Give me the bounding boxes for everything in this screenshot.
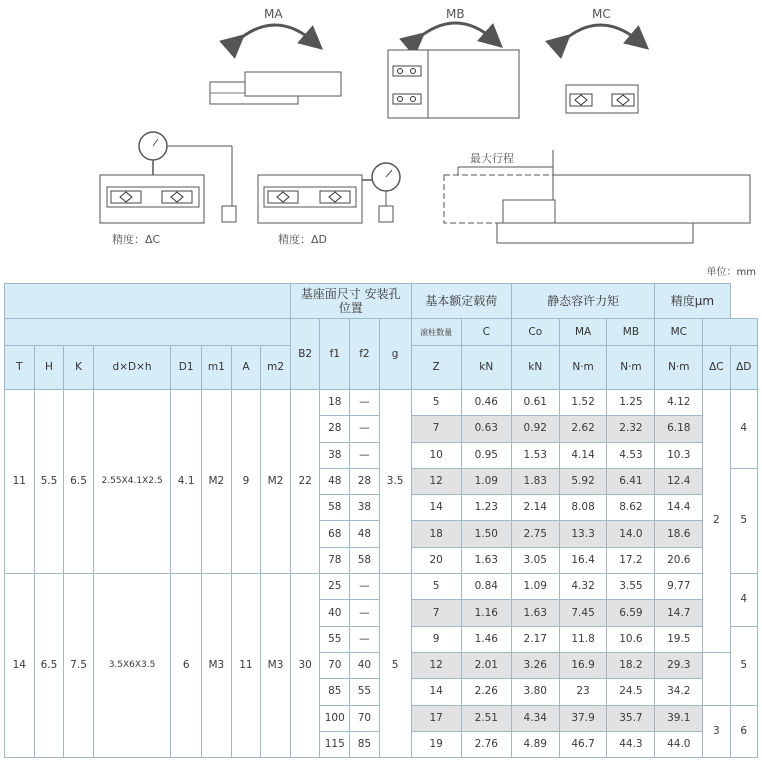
cell-Co: 3.80	[511, 679, 559, 705]
moment-a-diagram	[210, 7, 341, 104]
cell-f1: 58	[320, 495, 350, 521]
cell-C: 2.76	[461, 731, 511, 757]
cell-MC: 29.3	[655, 652, 703, 678]
cell-MB: 8.62	[607, 495, 655, 521]
cell-MC: 18.6	[655, 521, 703, 547]
col-dD: ΔD	[730, 346, 757, 390]
cell-f2: 70	[350, 705, 380, 731]
cell-MB: 2.32	[607, 416, 655, 442]
spec-table	[4, 283, 758, 758]
table-row	[5, 574, 758, 600]
cell-MA: 5.92	[559, 468, 607, 494]
cell-C: 2.51	[461, 705, 511, 731]
cell-C: 2.26	[461, 679, 511, 705]
cell-f1: 55	[320, 626, 350, 652]
cell-g: 5	[379, 574, 411, 758]
cell-Z: 12	[411, 468, 461, 494]
cell-dDh: 2.55X4.1X2.5	[93, 390, 170, 574]
cell-MA: 46.7	[559, 731, 607, 757]
cell-C: 1.09	[461, 468, 511, 494]
cell-MC: 44.0	[655, 731, 703, 757]
cell-Z: 10	[411, 442, 461, 468]
cell-T: 14	[5, 574, 35, 758]
cell-C: 0.95	[461, 442, 511, 468]
cell-f2: —	[350, 600, 380, 626]
cell-Z: 18	[411, 521, 461, 547]
col-A: A	[231, 346, 261, 390]
cell-MA: 23	[559, 679, 607, 705]
cell-Z: 12	[411, 652, 461, 678]
cell-Co: 4.34	[511, 705, 559, 731]
cell-f2: —	[350, 574, 380, 600]
cell-Z: 9	[411, 626, 461, 652]
accuracy-c-diagram	[100, 132, 236, 246]
cell-A: 9	[231, 390, 261, 574]
cell-MC: 9.77	[655, 574, 703, 600]
cell-MB: 10.6	[607, 626, 655, 652]
col-Z: Z	[411, 346, 461, 390]
cell-MB: 1.25	[607, 390, 655, 416]
cell-MC: 19.5	[655, 626, 703, 652]
cell-Co: 4.89	[511, 731, 559, 757]
moment-c-label: MC	[592, 7, 611, 21]
col-Co-unit: kN	[511, 346, 559, 390]
cell-MA: 16.9	[559, 652, 607, 678]
col-dC: ΔC	[703, 346, 730, 390]
cell-f2: —	[350, 626, 380, 652]
cell-MB: 4.53	[607, 442, 655, 468]
cell-MB: 14.0	[607, 521, 655, 547]
cell-MC: 12.4	[655, 468, 703, 494]
cell-MA: 16.4	[559, 547, 607, 573]
cell-accuracy-d: 5	[730, 468, 757, 573]
cell-H: 6.5	[34, 574, 64, 758]
cell-K: 6.5	[64, 390, 94, 574]
cell-f2: 55	[350, 679, 380, 705]
cell-MA: 11.8	[559, 626, 607, 652]
cell-C: 1.16	[461, 600, 511, 626]
sub-MA: MA	[559, 319, 607, 346]
cell-accuracy-d: 4	[730, 574, 757, 627]
sub-MB: MB	[607, 319, 655, 346]
cell-MB: 44.3	[607, 731, 655, 757]
cell-D1: 6	[171, 574, 202, 758]
moment-b-label: MB	[446, 7, 465, 21]
col-K: K	[64, 346, 94, 390]
cell-MC: 34.2	[655, 679, 703, 705]
cell-f2: 58	[350, 547, 380, 573]
moment-a-label: MA	[264, 7, 283, 21]
cell-f1: 38	[320, 442, 350, 468]
cell-C: 1.63	[461, 547, 511, 573]
cell-MB: 35.7	[607, 705, 655, 731]
col-m2: m2	[261, 346, 291, 390]
header-blank	[703, 319, 758, 346]
cell-Co: 2.14	[511, 495, 559, 521]
cell-MB: 6.41	[607, 468, 655, 494]
cell-Z: 5	[411, 574, 461, 600]
cell-H: 5.5	[34, 390, 64, 574]
cell-accuracy-c: 2	[703, 390, 730, 653]
col-m1: m1	[202, 346, 232, 390]
col-f2: f2	[350, 319, 380, 390]
cell-MB: 24.5	[607, 679, 655, 705]
cell-accuracy-c: 3	[703, 705, 730, 758]
col-MC-unit: N·m	[655, 346, 703, 390]
cell-f1: 48	[320, 468, 350, 494]
col-dDh: d×D×h	[93, 346, 170, 390]
cell-C: 1.50	[461, 521, 511, 547]
cell-Co: 1.83	[511, 468, 559, 494]
cell-Z: 5	[411, 390, 461, 416]
col-g: g	[379, 319, 411, 390]
cell-Z: 7	[411, 416, 461, 442]
cell-MA: 8.08	[559, 495, 607, 521]
header-blank	[5, 319, 291, 346]
cell-f1: 28	[320, 416, 350, 442]
col-H: H	[34, 346, 64, 390]
accuracy-d-label: 精度：ΔD	[278, 233, 327, 246]
cell-MC: 14.4	[655, 495, 703, 521]
cell-Co: 0.92	[511, 416, 559, 442]
cell-C: 2.01	[461, 652, 511, 678]
group-accuracy: 精度μm	[655, 284, 730, 319]
cell-C: 1.23	[461, 495, 511, 521]
max-stroke-diagram	[444, 150, 750, 243]
cell-m2: M2	[261, 390, 291, 574]
cell-m1: M2	[202, 390, 232, 574]
unit-label: 单位：mm	[706, 267, 756, 278]
col-C-unit: kN	[461, 346, 511, 390]
cell-D1: 4.1	[171, 390, 202, 574]
cell-MB: 3.55	[607, 574, 655, 600]
group-moment: 静态容许力矩	[511, 284, 655, 319]
cell-Z: 14	[411, 495, 461, 521]
cell-accuracy-d: 4	[730, 390, 757, 469]
cell-f2: —	[350, 416, 380, 442]
cell-MA: 2.62	[559, 416, 607, 442]
cell-T: 11	[5, 390, 35, 574]
cell-f2: 28	[350, 468, 380, 494]
group-load: 基本额定载荷	[411, 284, 511, 319]
cell-f2: —	[350, 390, 380, 416]
cell-MA: 4.14	[559, 442, 607, 468]
cell-MA: 7.45	[559, 600, 607, 626]
cell-f1: 100	[320, 705, 350, 731]
cell-MC: 10.3	[655, 442, 703, 468]
accuracy-d-diagram	[258, 163, 400, 246]
cell-Co: 1.63	[511, 600, 559, 626]
cell-MA: 4.32	[559, 574, 607, 600]
cell-Z: 17	[411, 705, 461, 731]
cell-B2: 22	[290, 390, 320, 574]
moment-c-diagram	[562, 7, 640, 113]
cell-f1: 115	[320, 731, 350, 757]
cell-MC: 4.12	[655, 390, 703, 416]
cell-f2: 48	[350, 521, 380, 547]
cell-Co: 3.05	[511, 547, 559, 573]
cell-Z: 7	[411, 600, 461, 626]
cell-K: 7.5	[64, 574, 94, 758]
cell-Co: 3.26	[511, 652, 559, 678]
max-stroke-label: 最大行程	[470, 152, 514, 165]
sub-C: C	[461, 319, 511, 346]
cell-g: 3.5	[379, 390, 411, 574]
cell-B2: 30	[290, 574, 320, 758]
cell-Co: 2.17	[511, 626, 559, 652]
cell-m2: M3	[261, 574, 291, 758]
cell-f2: —	[350, 442, 380, 468]
cell-MA: 1.52	[559, 390, 607, 416]
col-D1: D1	[171, 346, 202, 390]
cell-f1: 68	[320, 521, 350, 547]
cell-Co: 1.53	[511, 442, 559, 468]
cell-f1: 78	[320, 547, 350, 573]
sub-MC: MC	[655, 319, 703, 346]
cell-f2: 85	[350, 731, 380, 757]
cell-MC: 6.18	[655, 416, 703, 442]
col-T: T	[5, 346, 35, 390]
cell-f1: 70	[320, 652, 350, 678]
cell-C: 0.84	[461, 574, 511, 600]
col-f1: f1	[320, 319, 350, 390]
cell-Z: 20	[411, 547, 461, 573]
cell-MC: 14.7	[655, 600, 703, 626]
header-blank	[5, 284, 291, 319]
cell-MB: 6.59	[607, 600, 655, 626]
cell-f1: 85	[320, 679, 350, 705]
cell-MB: 17.2	[607, 547, 655, 573]
col-MA-unit: N·m	[559, 346, 607, 390]
cell-MA: 13.3	[559, 521, 607, 547]
cell-MB: 18.2	[607, 652, 655, 678]
technical-diagrams	[0, 0, 762, 262]
table-row	[5, 390, 758, 416]
cell-f1: 25	[320, 574, 350, 600]
cell-C: 1.46	[461, 626, 511, 652]
sub-roller-count: 滚柱数量	[411, 319, 461, 346]
cell-f1: 18	[320, 390, 350, 416]
moment-b-diagram	[388, 7, 519, 118]
cell-MC: 39.1	[655, 705, 703, 731]
sub-Co: Co	[511, 319, 559, 346]
cell-Co: 0.61	[511, 390, 559, 416]
cell-MC: 20.6	[655, 547, 703, 573]
cell-C: 0.63	[461, 416, 511, 442]
cell-Co: 2.75	[511, 521, 559, 547]
cell-A: 11	[231, 574, 261, 758]
group-base: 基座面尺寸 安装孔位置	[290, 284, 411, 319]
col-MB-unit: N·m	[607, 346, 655, 390]
cell-MA: 37.9	[559, 705, 607, 731]
accuracy-c-label: 精度：ΔC	[112, 233, 161, 246]
cell-Co: 1.09	[511, 574, 559, 600]
cell-f2: 38	[350, 495, 380, 521]
col-B2: B2	[290, 319, 320, 390]
cell-f2: 40	[350, 652, 380, 678]
cell-accuracy-d: 5	[730, 626, 757, 705]
cell-accuracy-d: 6	[730, 705, 757, 758]
cell-f1: 40	[320, 600, 350, 626]
cell-dDh: 3.5X6X3.5	[93, 574, 170, 758]
cell-C: 0.46	[461, 390, 511, 416]
cell-Z: 14	[411, 679, 461, 705]
cell-Z: 19	[411, 731, 461, 757]
cell-m1: M3	[202, 574, 232, 758]
